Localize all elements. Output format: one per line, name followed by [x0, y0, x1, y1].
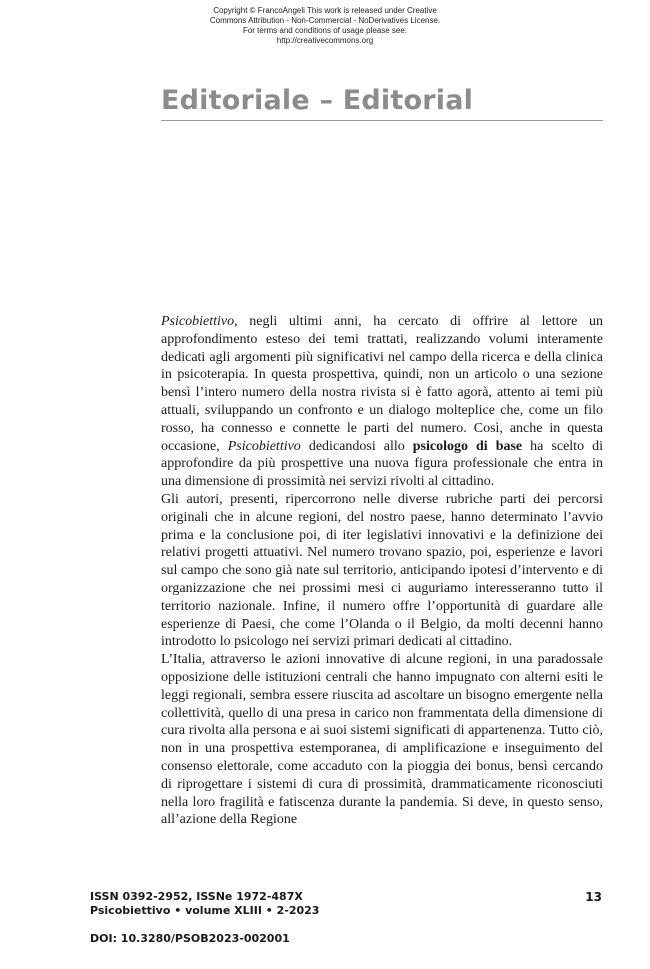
- journal-name: Psicobiettivo: [227, 438, 301, 454]
- paragraph-text: , negli ultimi anni, ha cercato di offrire al lettore un approfondimento esteso dei temi trattati, realizzando volumi interamente dedicati agli argomenti più significativi nel campo della ricerca e della clinica in psicoterapia. In questa prospettiva, quindi, non un articolo o una sezione bensì l’intero numero della nostra rivista si è fatto agorà, attento ai temi più attuali, sviluppando un confronto e un dialogo molteplice che, come un filo rosso, ha connesso e connette le parti del numero. Così, anche in questa occasione,: [161, 314, 603, 454]
- journal-name: Psicobiettivo: [161, 314, 235, 329]
- copyright-line: Commons Attribution - Non-Commercial - NoDerivatives License.: [209, 16, 441, 25]
- copyright-line: Copyright © FrancoAngeli This work is released under Creative: [213, 6, 437, 15]
- copyright-url[interactable]: http://creativecommons.org: [276, 36, 374, 45]
- paragraph-3: L’Italia, attraverso le azioni innovative di alcune regioni, in una paradossale opposizione delle istituzioni centrali che hanno impugnato con alterni esiti le leggi regionali, sembra essere riuscita ad ascoltare un bisogno emergente nella collettività, quello di una presa in carico non frammentata della dimensione di cura rivolta alla persona e ai suoi sistemi significati di appartenenza. Tutto ciò, non in una prospettiva estemporanea, di amplificazione e inseguimento del consenso elettorale, come accaduto con la pioggia dei bonus, bensì cercando di riprogettare i sistemi di cura di prossimità, drammaticamente riconosciuti nella loro fragilità e fatiscenza durante la pandemia. Si deve, in questo senso, all’azione della Regione: [161, 652, 603, 828]
- copyright-line: For terms and conditions of usage please see:: [242, 26, 408, 35]
- copyright-notice: [0, 6, 650, 46]
- paragraph-text: ha scelto di approfondire da più prospettive una nuova figura professionale che entra in una dimensione di prossimità nei servizi rivolti al cittadino.: [161, 438, 603, 490]
- title-underline: [161, 120, 603, 121]
- bold-term: psicologo di base: [412, 438, 523, 454]
- page-title: Editoriale – Editorial: [161, 85, 474, 116]
- journal-volume-line: Psicobiettivo • volume XLIII • 2-2023: [90, 904, 320, 917]
- paragraph-1: [161, 313, 603, 491]
- doi-line[interactable]: DOI: 10.3280/PSOB2023-002001: [90, 932, 290, 945]
- page-number: 13: [585, 890, 602, 904]
- article-body: [161, 313, 603, 829]
- paragraph-text: dedicandosi allo: [300, 438, 413, 454]
- footer-issn-block: [90, 890, 602, 918]
- issn-line: ISSN 0392-2952, ISSNe 1972-487X: [90, 890, 303, 903]
- paragraph-2: Gli autori, presenti, ripercorrono nelle diverse rubriche parti dei percorsi originali che in alcune regioni, del nostro paese, hanno determinato l’avvio prima e la conclusione poi, di iter legislativi innovativi e la definizione dei relativi progetti attuativi. Nel numero trovano spazio, poi, esperienze e lavori sul campo che sono già nate sul territorio, anticipando ipotesi d’intervento e di organizzazione che nei prossimi mesi ci auguriamo interesseranno tutto il territorio nazionale. Infine, il numero offre l’opportunità di guardare alle esperienze di Paesi, che come l’Olanda o il Belgio, da molti decenni hanno introdotto lo psicologo nei servizi primari dedicati al cittadino.: [161, 491, 603, 650]
